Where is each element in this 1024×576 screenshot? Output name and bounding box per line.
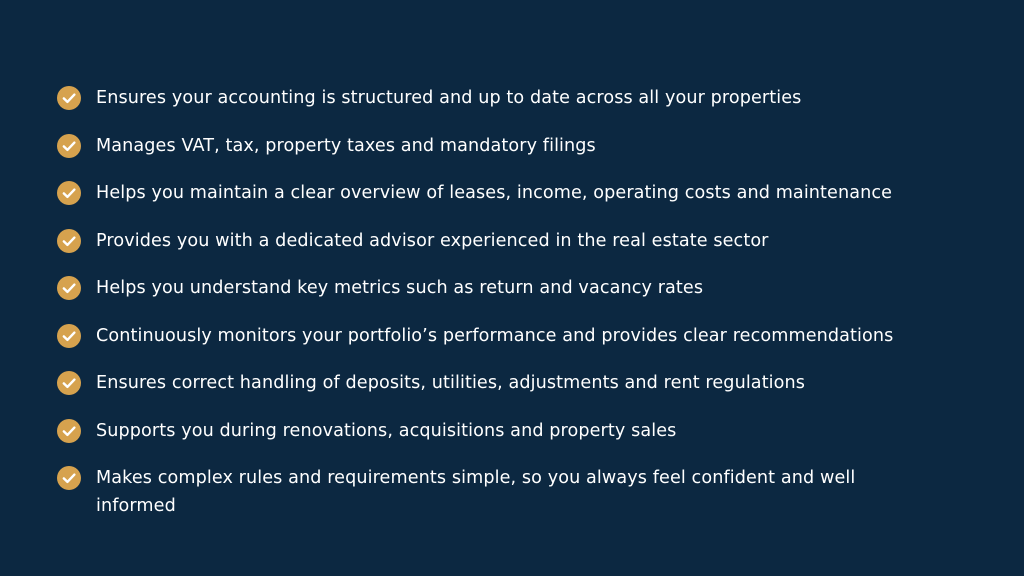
benefit-text: Manages VAT, tax, property taxes and mandatory filings bbox=[96, 135, 596, 156]
list-item bbox=[57, 369, 1017, 397]
check-circle-icon bbox=[57, 229, 81, 253]
check-circle-icon bbox=[57, 276, 81, 300]
check-circle-icon bbox=[57, 371, 81, 395]
list-item bbox=[57, 464, 1017, 520]
check-circle-icon bbox=[57, 466, 81, 490]
list-item bbox=[57, 274, 1017, 302]
benefit-text: Ensures your accounting is structured and up to date across all your properties bbox=[96, 88, 802, 108]
list-item bbox=[57, 132, 1017, 160]
benefit-list bbox=[57, 84, 1017, 540]
list-item bbox=[57, 179, 1017, 207]
benefit-text: Makes complex rules and requirements simple, so you always feel confident and well informed bbox=[96, 468, 856, 516]
benefit-text: Continuously monitors your portfolio’s performance and provides clear recommendations bbox=[96, 325, 894, 346]
benefit-text: Helps you understand key metrics such as return and vacancy rates bbox=[96, 278, 704, 298]
list-item bbox=[57, 322, 1017, 350]
check-circle-icon bbox=[57, 181, 81, 205]
check-circle-icon bbox=[57, 86, 81, 110]
check-circle-icon bbox=[57, 324, 81, 348]
benefit-text: Provides you with a dedicated advisor experienced in the real estate sector bbox=[96, 230, 769, 251]
benefit-text: Helps you maintain a clear overview of leases, income, operating costs and maintenance bbox=[96, 183, 893, 203]
benefit-text: Supports you during renovations, acquisitions and property sales bbox=[96, 420, 677, 441]
list-item bbox=[57, 417, 1017, 445]
check-circle-icon bbox=[57, 134, 81, 158]
list-item bbox=[57, 227, 1017, 255]
list-item bbox=[57, 84, 1017, 112]
check-circle-icon bbox=[57, 419, 81, 443]
benefit-text: Ensures correct handling of deposits, utilities, adjustments and rent regulations bbox=[96, 373, 806, 393]
